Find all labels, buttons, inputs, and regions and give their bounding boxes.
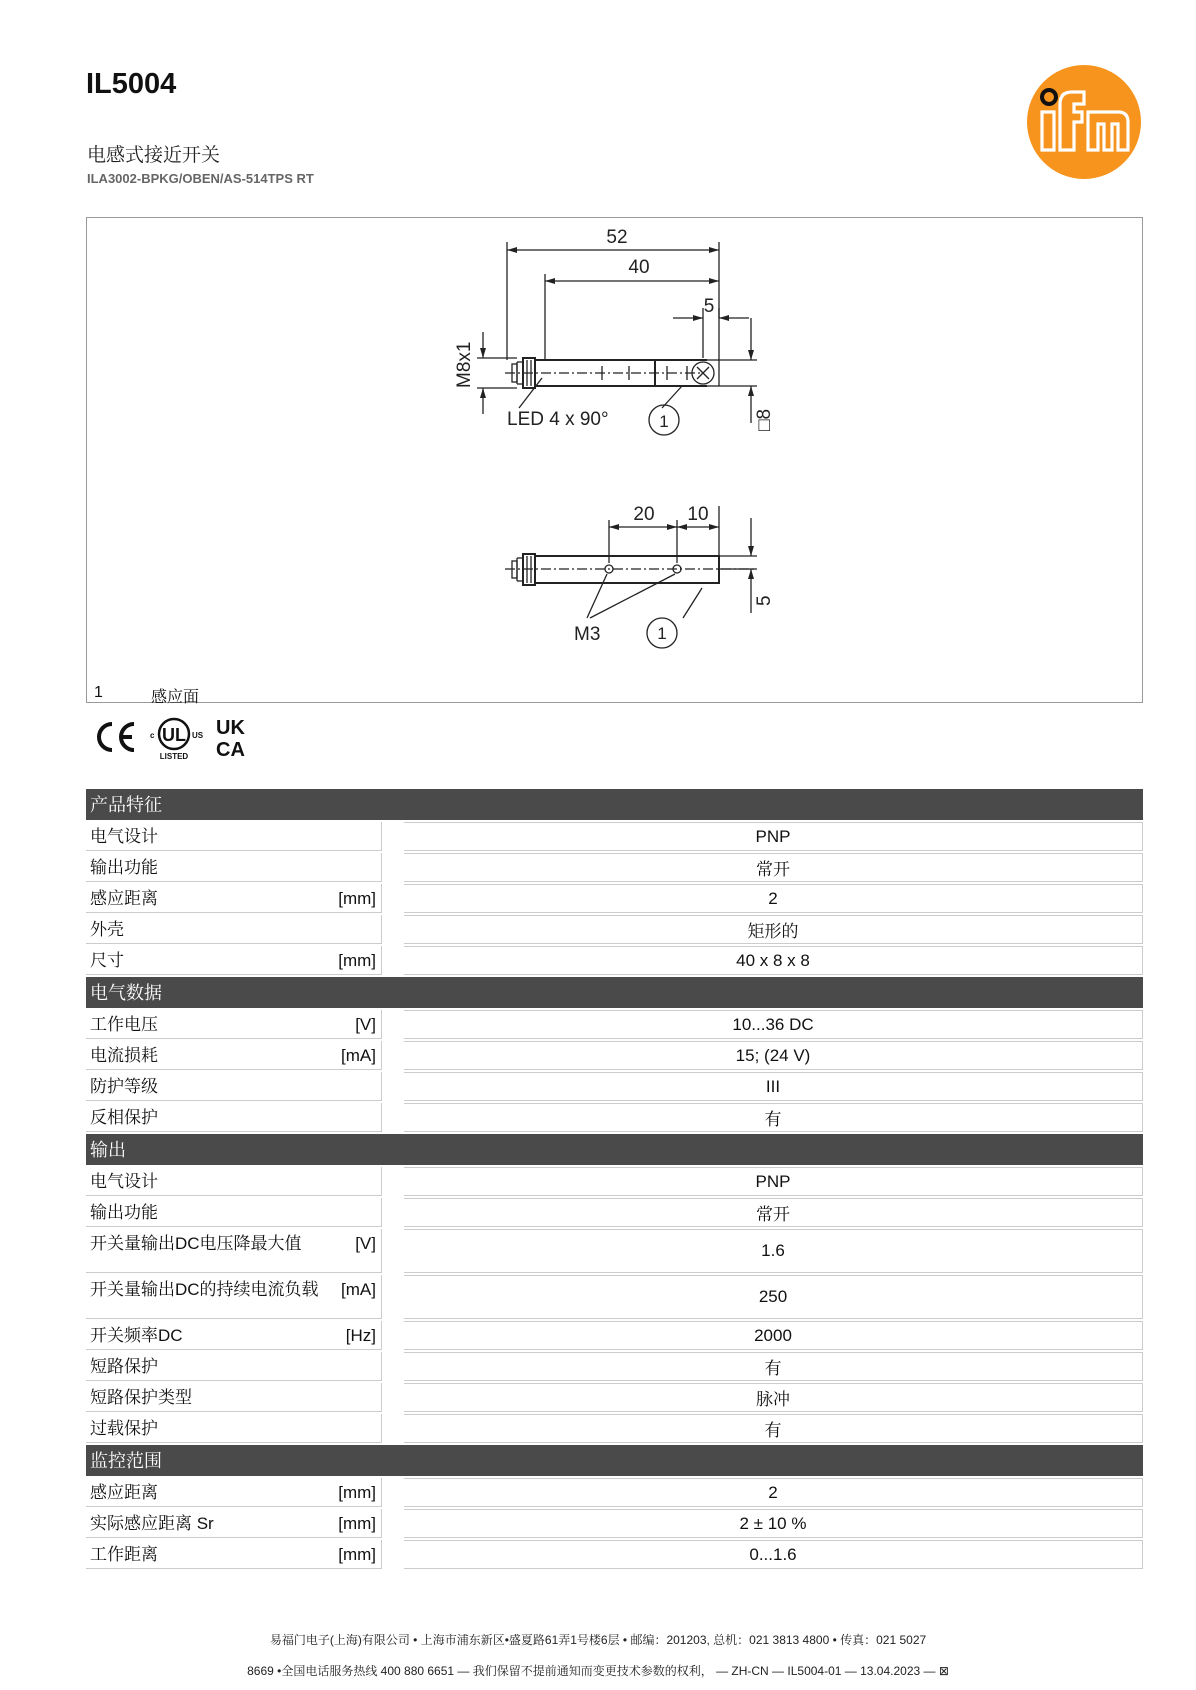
section-header: 监控范围 [86, 1445, 1143, 1476]
spec-unit: [mm] [338, 1483, 376, 1502]
spec-label: 输出功能 [90, 1203, 158, 1222]
section-header: 电气数据 [86, 977, 1143, 1008]
spec-label: 工作电压 [90, 1015, 158, 1034]
footer-address: 易福门电子(上海)有限公司 • 上海市浦东新区•盛夏路61弄1号楼6层 • 邮编：201203, 总机：021 3813 4800 • 传真：021 5027 [269, 1633, 927, 1647]
spec-row [86, 1383, 1143, 1412]
callout-1-top: 1 [659, 412, 669, 431]
legend-text: 感应面 [151, 689, 200, 706]
section-header: 产品特征 [86, 789, 1143, 820]
svg-text:c: c [150, 731, 155, 740]
spec-label: 短路保护 [90, 1357, 158, 1376]
spec-value: 40 x 8 x 8 [404, 946, 1143, 975]
spec-value: 常开 [404, 1198, 1143, 1227]
spec-value: 2 ± 10 % [404, 1509, 1143, 1538]
spec-value: 1.6 [404, 1229, 1143, 1273]
spec-value: 矩形的 [404, 915, 1143, 944]
spec-value: 2 [404, 884, 1143, 913]
svg-text:LISTED: LISTED [159, 752, 189, 761]
dim-10: 10 [687, 504, 709, 525]
spec-value: 250 [404, 1275, 1143, 1319]
spec-row [86, 915, 1143, 944]
dim-5-top: 5 [703, 296, 715, 317]
svg-text:UK: UK [216, 717, 245, 739]
spec-unit [370, 827, 376, 850]
spec-value: 常开 [404, 853, 1143, 882]
led-label: LED 4 x 90° [507, 409, 609, 430]
spec-row [86, 822, 1143, 851]
spec-unit [370, 920, 376, 943]
spec-row [86, 1010, 1143, 1039]
spec-label: 电流损耗 [90, 1046, 158, 1065]
product-type: 电感式接近开关 [87, 145, 221, 166]
spec-unit: [Hz] [345, 1326, 376, 1345]
legend-number: 1 [94, 684, 103, 701]
spec-value: III [404, 1072, 1143, 1101]
spec-unit [370, 1077, 376, 1100]
spec-row [86, 1478, 1143, 1507]
spec-unit: [mm] [338, 1514, 376, 1533]
spec-label: 外壳 [90, 920, 124, 939]
spec-row [86, 1540, 1143, 1569]
spec-label: 电气设计 [90, 1172, 158, 1191]
spec-unit: [V] [355, 1015, 376, 1034]
spec-value: PNP [404, 822, 1143, 851]
model-number: ILA3002-BPKG/OBEN/AS-514TPS RT [87, 171, 314, 186]
svg-text:UL: UL [162, 725, 186, 745]
spec-label: 防护等级 [90, 1077, 158, 1096]
page-title: IL5004 [86, 68, 177, 100]
spec-label: 开关量输出DC的持续电流负载 [90, 1280, 319, 1299]
spec-label: 感应距离 [90, 889, 158, 908]
spec-label: 实际感应距离 Sr [90, 1514, 214, 1533]
spec-unit [370, 1203, 376, 1226]
spec-unit [370, 1108, 376, 1131]
spec-unit [370, 1388, 376, 1411]
spec-label: 感应距离 [90, 1483, 158, 1502]
thread-label: M8x1 [454, 341, 475, 388]
spec-unit: [mm] [338, 889, 376, 908]
spec-value: 0...1.6 [404, 1540, 1143, 1569]
spec-label: 尺寸 [90, 951, 124, 970]
spec-table [86, 789, 1143, 1571]
sensor-side-view [505, 506, 757, 648]
spec-row [86, 1275, 1143, 1319]
section-header: 输出 [86, 1134, 1143, 1165]
spec-unit: [mm] [338, 1545, 376, 1564]
callout-1-side: 1 [657, 624, 667, 643]
spec-row [86, 853, 1143, 882]
spec-row [86, 1167, 1143, 1196]
svg-text:CA: CA [216, 739, 245, 761]
spec-unit [370, 1419, 376, 1442]
ukca-mark [216, 717, 245, 761]
dim-52: 52 [606, 227, 628, 248]
spec-unit: [mm] [338, 951, 376, 970]
m3-label: M3 [574, 624, 601, 645]
spec-label: 过载保护 [90, 1419, 158, 1438]
spec-unit: [mA] [341, 1280, 376, 1299]
svg-text:US: US [192, 731, 204, 740]
spec-value: 脉冲 [404, 1383, 1143, 1412]
spec-label: 电气设计 [90, 827, 158, 846]
spec-label: 开关量输出DC电压降最大值 [90, 1234, 302, 1253]
spec-row [86, 1103, 1143, 1132]
spec-row [86, 1198, 1143, 1227]
spec-label: 反相保护 [90, 1108, 158, 1127]
footer-info: 8669 •全国电话服务热线 400 880 6651 — 我们保留不提前通知而变更技术参数的权利， — ZH-CN — IL5004-01 — 13.04.2023 — ⊠ [247, 1664, 949, 1678]
spec-unit: [V] [355, 1234, 376, 1253]
ul-mark [150, 719, 204, 761]
certification-marks [92, 714, 262, 762]
dim-5-side: 5 [754, 595, 775, 606]
spec-row [86, 1509, 1143, 1538]
ifm-logo [1026, 64, 1142, 180]
spec-row [86, 1352, 1143, 1381]
spec-value: 10...36 DC [404, 1010, 1143, 1039]
dimension-drawing [86, 217, 1143, 703]
spec-row [86, 1072, 1143, 1101]
spec-row [86, 884, 1143, 913]
ce-mark [99, 724, 134, 750]
spec-row [86, 1321, 1143, 1350]
spec-value: 2 [404, 1478, 1143, 1507]
spec-unit [370, 1172, 376, 1195]
spec-row [86, 1229, 1143, 1273]
spec-label: 短路保护类型 [90, 1388, 192, 1407]
spec-value: 有 [404, 1352, 1143, 1381]
spec-unit [370, 1357, 376, 1380]
spec-label: 开关频率DC [90, 1326, 183, 1345]
spec-value: 有 [404, 1414, 1143, 1443]
dim-40: 40 [628, 257, 650, 278]
spec-value: 15; (24 V) [404, 1041, 1143, 1070]
spec-label: 输出功能 [90, 858, 158, 877]
spec-value: PNP [404, 1167, 1143, 1196]
spec-unit: [mA] [341, 1046, 376, 1065]
spec-row [86, 946, 1143, 975]
spec-row [86, 1414, 1143, 1443]
spec-value: 2000 [404, 1321, 1143, 1350]
spec-row [86, 1041, 1143, 1070]
square-label: □8 [754, 408, 775, 431]
spec-value: 有 [404, 1103, 1143, 1132]
spec-label: 工作距离 [90, 1545, 158, 1564]
dim-20: 20 [633, 504, 655, 525]
spec-unit [370, 858, 376, 881]
sensor-top-view [477, 242, 757, 435]
